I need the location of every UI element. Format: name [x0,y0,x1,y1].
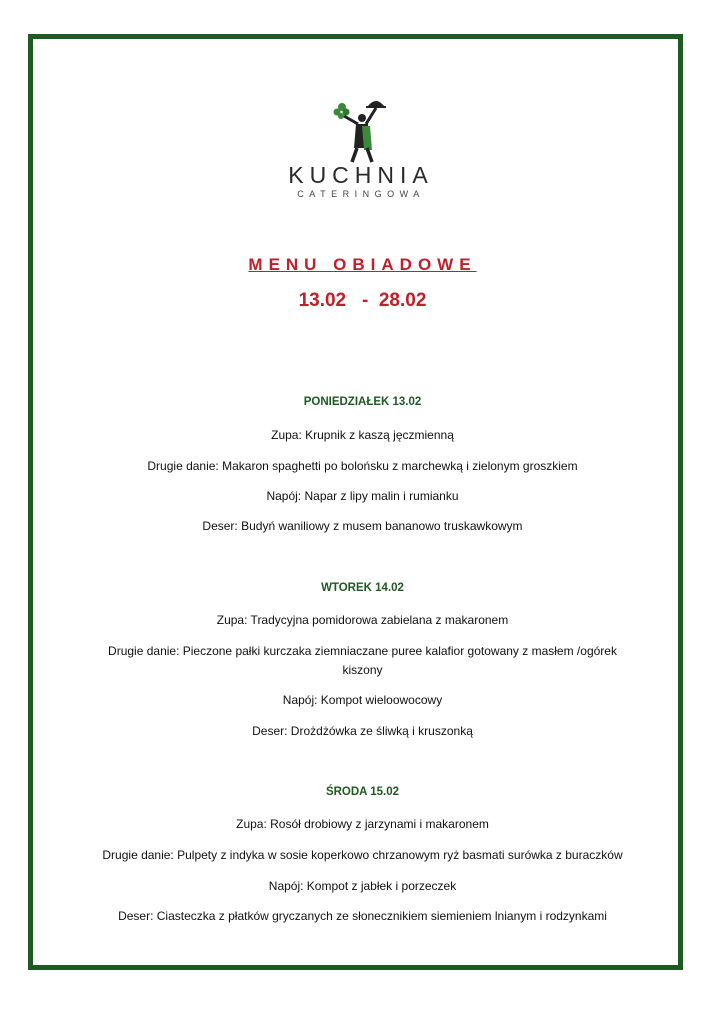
page-title: MENU OBIADOWE [248,255,477,274]
day-heading-wednesday: ŚRODA 15.02 [325,786,400,798]
wednesday-drink: Napój: Kompot z jabłek i porzeczek [268,879,457,893]
date-range: 13.02 - 28.02 [298,290,427,311]
wednesday-main-course: Drugie danie: Pulpety z indyka w sosie koperkowo chrzanowym ryż basmati surówka z buraczków [102,848,623,862]
wednesday-dessert: Deser: Ciasteczka z płatków gryczanych ze słonecznikiem siemieniem lnianym i rodzynkami [118,909,607,923]
monday-drink: Napój: Napar z lipy malin i rumianku [266,489,459,503]
day-heading-monday: PONIEDZIAŁEK 13.02 [303,396,422,408]
tuesday-drink: Napój: Kompot wieloowocowy [282,693,443,707]
monday-dessert: Deser: Budyń waniliowy z musem bananowo truskawkowym [202,519,523,533]
tuesday-main-course: Drugie danie: Pieczone pałki kurczaka ziemniaczane puree kalafior gotowany z masłem /ogórek kiszony [108,644,617,677]
day-heading-tuesday: WTOREK 14.02 [321,582,404,594]
monday-main-course: Drugie danie: Makaron spaghetti po bolońsku z marchewką i zielonym groszkiem [147,459,578,473]
brand-name: KUCHNIA [288,162,434,188]
brand-subtitle: CATERINGOWA [297,189,425,199]
chef-logo-icon [328,96,394,164]
tuesday-dessert: Deser: Drożdżówka ze śliwką i kruszonką [252,724,473,738]
wednesday-soup: Zupa: Rosół drobiowy z jarzynami i makaronem [236,817,489,831]
monday-soup: Zupa: Krupnik z kaszą jęczmienną [271,428,454,442]
logo [276,96,446,208]
tuesday-soup: Zupa: Tradycyjna pomidorowa zabielana z makaronem [216,613,509,627]
